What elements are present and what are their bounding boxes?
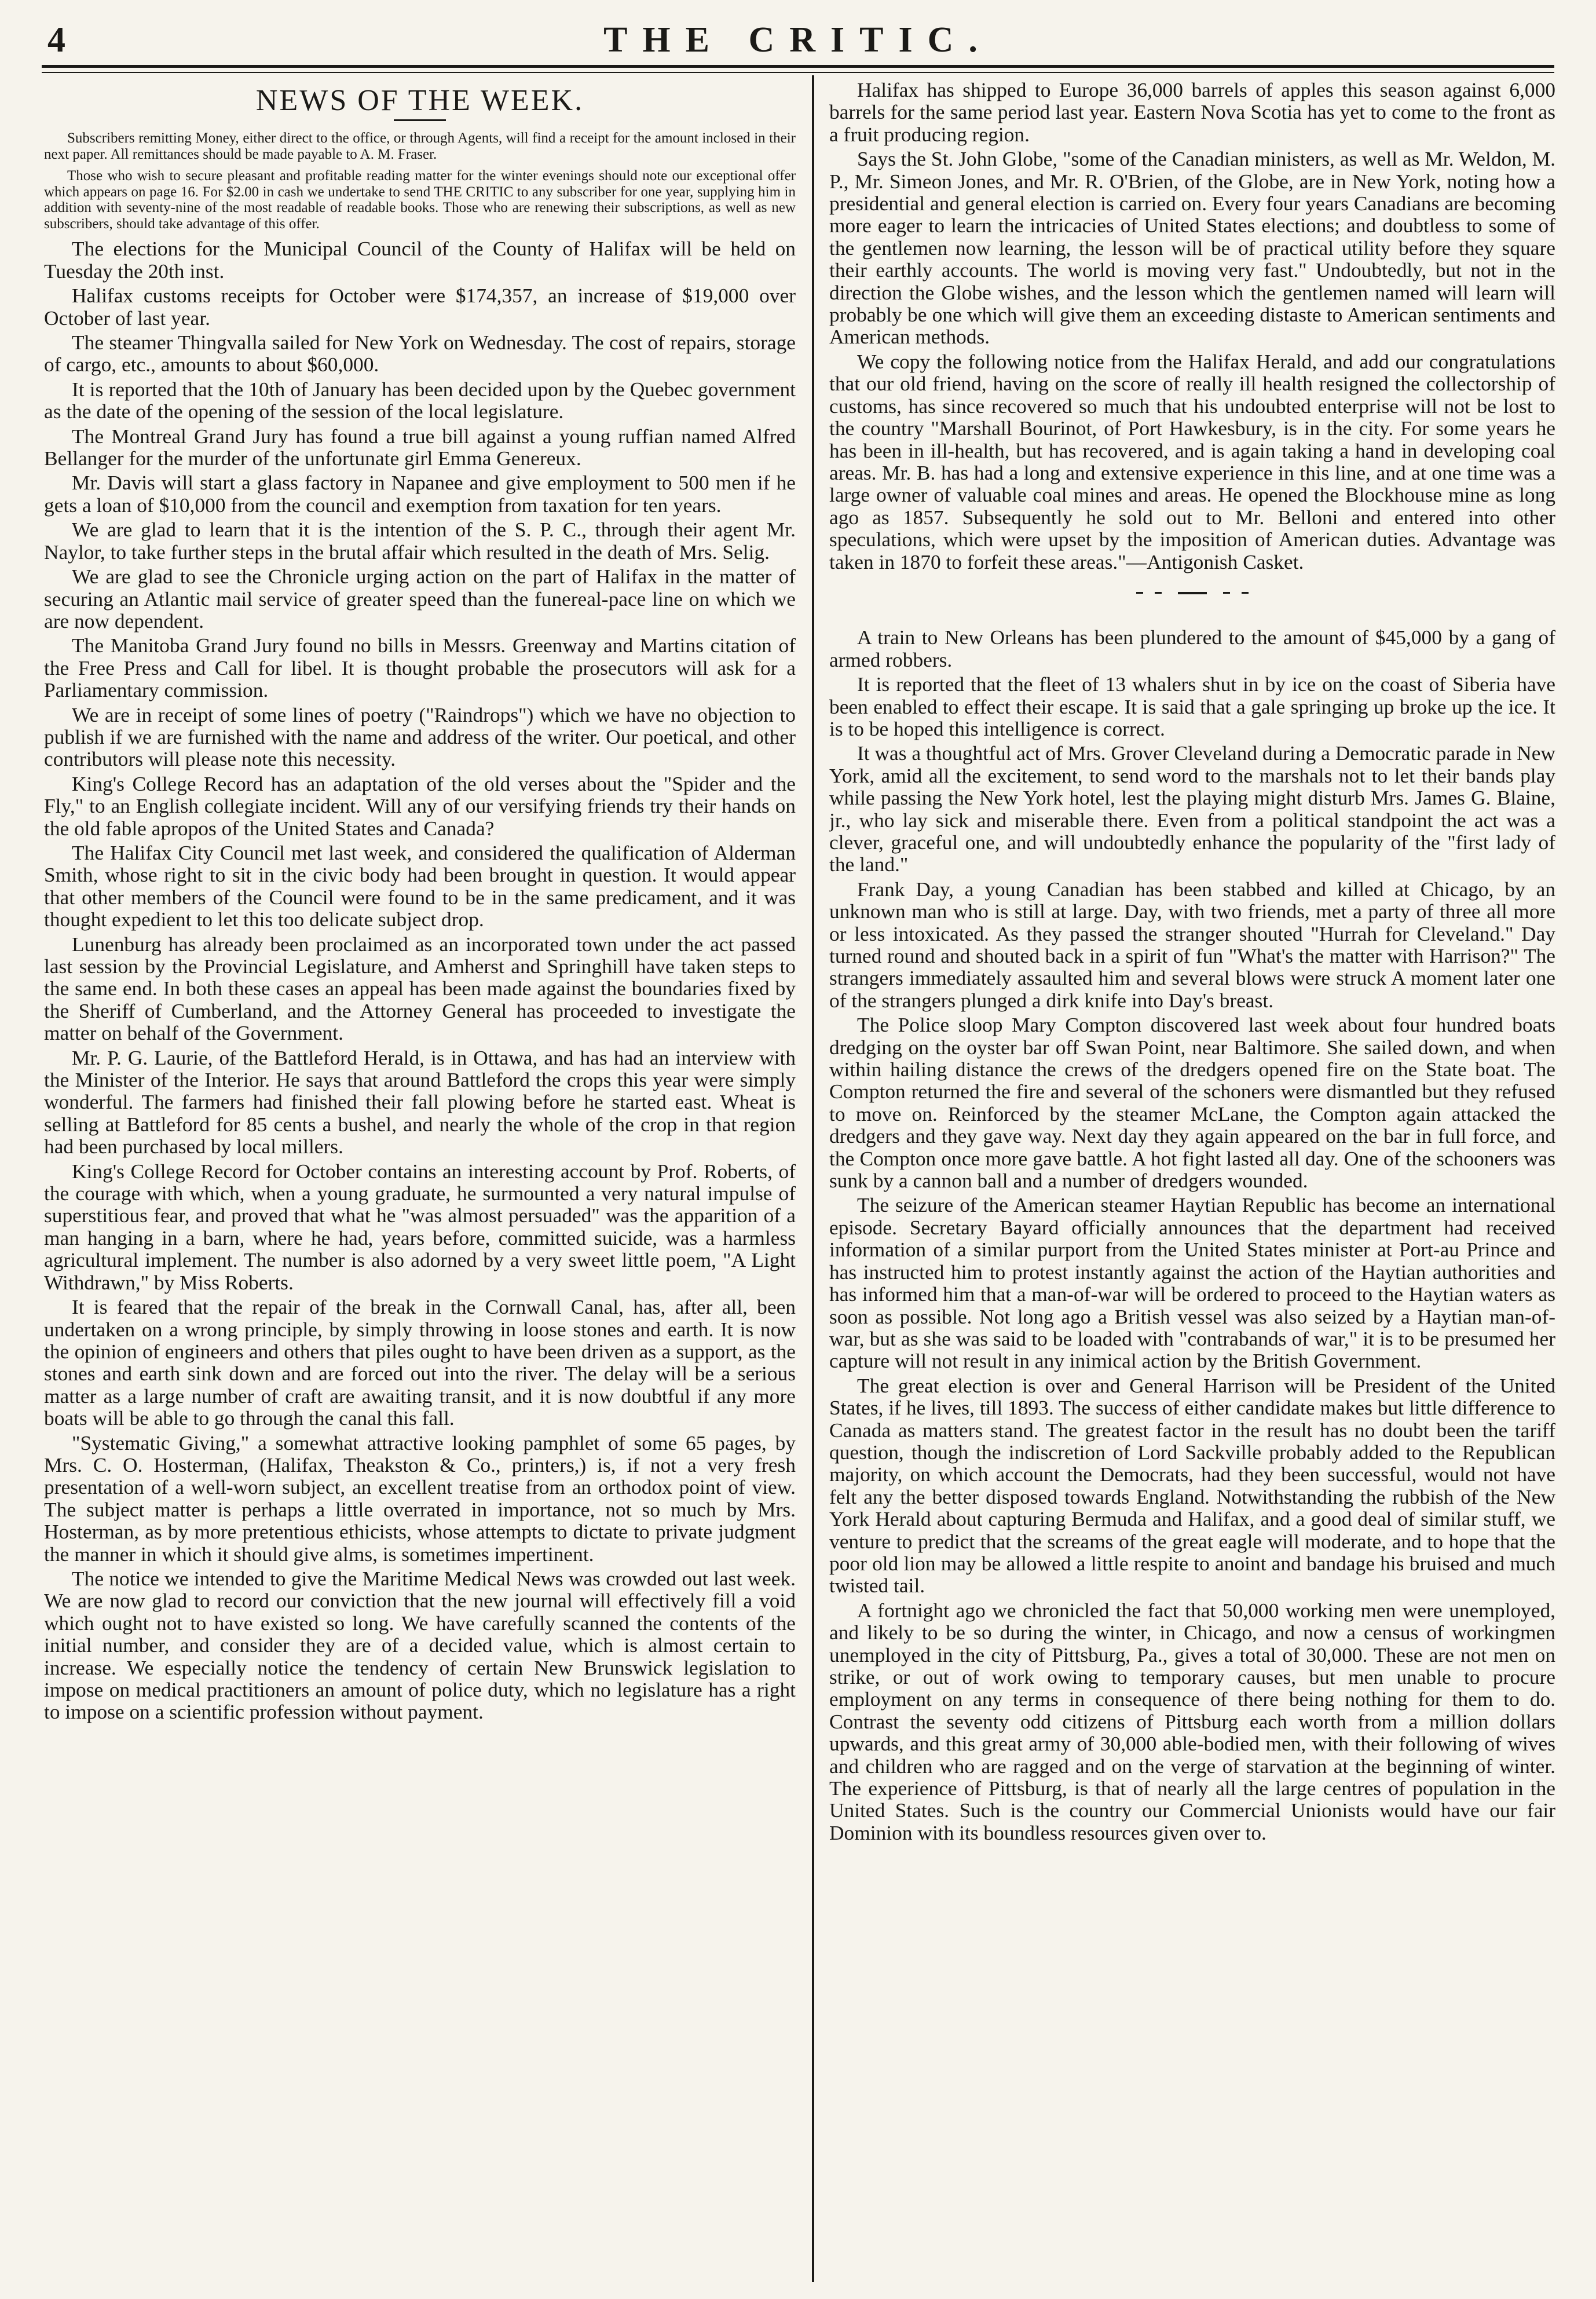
news-item: The notice we intended to give the Maritime Medical News was crowded out last week. We are now glad to record our conviction that the new journal will effectively fill a void which ought not to have existed so long. We have carefully scanned the contents of the initial number, and consider they are of a decided value, which is almost certain to increase. We especially notice the tendency of certain New Brunswick legislation to impose on medical practitioners an amount of police duty, which no legislature has a right to impose on a scientific profession without payment.: [44, 1566, 796, 1724]
subscriber-notice: Subscribers remitting Money, either direct to the office, or through Agents, will find a receipt for the amount inclosed in their next paper. All remittances should be made payable to A. M. Fraser.: [44, 130, 796, 162]
news-item: It is reported that the fleet of 13 whalers shut in by ice on the coast of Siberia have been enabled to effect their escape. It is said that a gale springing up broke up the ice. It is to be hoped this intelligence is correct.: [829, 672, 1555, 740]
left-column: [44, 79, 796, 2286]
news-item: It was a thoughtful act of Mrs. Grover Cleveland during a Democratic parade in New York, amid all the excitement, to send word to the marshals not to let their bands play while passing the New York hotel, lest the playing might disturb Mrs. James G. Blaine, jr., who lay sick and miserable there. Even from a political standpoint the act was a clever, graceful one, and will undoubtedly enhance the popularity of the "first lady of the land.": [829, 741, 1555, 876]
news-item: Says the St. John Globe, "some of the Canadian ministers, as well as Mr. Weldon, M. P., Mr. Simeon Jones, and Mr. R. O'Brien, of the Globe, are in New York, noting how a presidential and general election is carried on. Every four years Canadians are becoming more eager to learn the intricacies of United States elections; and doubtless to some of the gentlemen now learning, the lesson will be of practical utility before they square their earthly accounts. The world is moving very fast." Undoubtedly, but not in the direction the Globe wishes, and the lesson which the gentlemen named will learn will probably be one which will give them an exceeding distaste to American sentiments and American methods.: [829, 147, 1555, 349]
news-item: The seizure of the American steamer Haytian Republic has become an international episode. Secretary Bayard officially announces that the department had received information of a similar purport from the United States minister at Port-au Prince and has instructed him to protest instantly against the action of the Haytian authorities and has informed him that a man-of-war will be ordered to proceed to the Haytian waters as soon as possible. Not long ago a British vessel was also seized by a Haytian man-of-war, but as she was said to be loaded with "contrabands of war," it is to be presumed her capture will not result in any inimical action by the British Government.: [829, 1193, 1555, 1373]
masthead: [42, 17, 1554, 66]
newspaper-title: THE CRITIC.: [603, 20, 993, 60]
news-item: Frank Day, a young Canadian has been stabbed and killed at Chicago, by an unknown man who is still at large. Day, with two friends, met a party of three all more or less intoxicated. As they passed the stranger shouted "Hurrah for Cleveland." Day turned round and shouted back in a spirit of fun "What's the matter with Harrison?" The strangers immediately assaulted him and several blows were struck A moment later one of the strangers plunged a dirk knife into Day's breast.: [829, 877, 1555, 1012]
news-item: The elections for the Municipal Council of the County of Halifax will be held on Tuesday the 20th inst.: [44, 237, 796, 283]
subscriber-notice: Those who wish to secure pleasant and profitable reading matter for the winter evenings should note our exceptional offer which appears on page 16. For $2.00 in cash we undertake to send THE CRITIC to any subscriber for one year, supplying him in addition with seventy-nine of the most readable of readable books. Those who are renewing their subscriptions, as well as new subscribers, should take advantage of this offer.: [44, 168, 796, 232]
news-item: King's College Record for October contains an interesting account by Prof. Roberts, of the courage with which, when a young graduate, he surmounted a very natural impulse of superstitious fear, and proved that what he "was almost persuaded" was the apparition of a man hanging in a barn, where he had, years before, committed suicide, was a harmless agricultural implement. The number is also adorned by a very sweet little poem, "A Light Withdrawn," by Miss Roberts.: [44, 1159, 796, 1294]
right-column: [829, 79, 1555, 2286]
column-divider: [812, 75, 814, 2282]
title-rule: [394, 119, 446, 121]
news-item: A train to New Orleans has been plundered to the amount of $45,000 by a gang of armed robbers.: [829, 626, 1555, 671]
page-number: 4: [47, 20, 65, 60]
news-item: Lunenburg has already been proclaimed as an incorporated town under the act passed last session by the Provincial Legislature, and Amherst and Springhill have taken steps to the same end. In both these cases an appeal has been made against the boundaries fixed by the Sheriff of Cumberland, and the Attorney General has proceeded to investigate the matter on behalf of the Government.: [44, 932, 796, 1045]
news-item: A fortnight ago we chronicled the fact that 50,000 working men were unemployed, and likely to be so during the winter, in Chicago, and now a census of workingmen unemployed in the city of Pittsburg, Pa., gives a total of 30,000. These are not men on strike, or out of work owing to temporary causes, but men unable to procure employment on any terms in consequence of there being nothing for them to do. Contrast the seventy odd citizens of Pittsburg each worth from a million dollars upwards, and this great army of 30,000 able-bodied men, with their following of wives and children who are ragged and on the verge of starvation at the beginning of winter. The experience of Pittsburg, is that of nearly all the large centres of population in the United States. Such is the country our Commercial Unionists would have our fair Dominion with its boundless resources given over to.: [829, 1598, 1555, 1844]
news-item: The Halifax City Council met last week, and considered the qualification of Alderman Smith, whose right to sit in the civic body had been brought in question. It would appear that other members of the Council were found to be in the same predicament, and it was thought expedient to let this too delicate subject drop.: [44, 840, 796, 931]
news-item: Halifax customs receipts for October were $174,357, an increase of $19,000 over October of last year.: [44, 284, 796, 330]
news-item: Mr. Davis will start a glass factory in Napanee and give employment to 500 men if he gets a loan of $10,000 from the council and exemption from taxation for ten years.: [44, 471, 796, 517]
section-title: NEWS OF THE WEEK.: [255, 84, 584, 117]
news-item: Halifax has shipped to Europe 36,000 barrels of apples this season against 6,000 barrels for the same period last year. Eastern Nova Scotia has yet to come to the front as a fruit producing region.: [829, 79, 1555, 146]
masthead-rule-thin: [42, 72, 1554, 73]
news-item: It is reported that the 10th of January has been decided upon by the Quebec government as the date of the opening of the session of the local legislature.: [44, 377, 796, 423]
news-item: The Police sloop Mary Compton discovered last week about four hundred boats dredging on the oyster bar off Swan Point, near Baltimore. She sailed down, and when within hailing distance the crews of the dredgers opened fire on the State boat. The Compton returned the fire and several of the schoners were dismantled but they refused to move on. Reinforced by the steamer McLane, the Compton again attacked the dredgers and they gave way. Next day they again appeared on the bar in full force, and the Compton once more gave battle. A hot fight lasted all day. One of the schooners was sunk by a cannon ball and a number of dredgers wounded.: [829, 1013, 1555, 1193]
section-separator: [829, 583, 1555, 601]
news-item: We copy the following notice from the Halifax Herald, and add our congratulations that our old friend, having on the score of really ill health resigned the collectorship of customs, has since recovered so much that his undoubted enterprise will not be lost to the country "Marshall Bourinot, of Port Hawkesbury, is in the city. For some years he has been in ill-health, but has recovered, and is again taking a hand in developing coal areas. Mr. B. has had a long and extensive experience in this line, and at one time was a large owner of valuable coal mines and areas. He opened the Blockhouse mine as long ago as 1857. Subsequently he sold out to Mr. Belloni and entered into other speculations, which were upset by the imposition of American duties. Advantage was taken in 1870 to forfeit these areas."—Antigonish Casket.: [829, 349, 1555, 573]
news-item: The Manitoba Grand Jury found no bills in Messrs. Greenway and Martins citation of the Free Press and Call for libel. It is thought probable the prosecutors will ask for a Parliamentary commission.: [44, 634, 796, 702]
news-item: "Systematic Giving," a somewhat attractive looking pamphlet of some 65 pages, by Mrs. C. O. Hosterman, (Halifax, Theakston & Co., printers,) is, if not a very fresh presentation of a well-worn subject, an excellent treatise from an orthodox point of view. The subject matter is perhaps a little overrated in importance, not so much by Mrs. Hosterman, as by more pretentious ethicists, whose attempts to dictate to private judgment the manner in which it should give alms, is sometimes impertinent.: [44, 1431, 796, 1566]
news-item: King's College Record has an adaptation of the old verses about the "Spider and the Fly," to an English collegiate incident. Will any of our versifying friends try their hands on the old fable apropos of the United States and Canada?: [44, 772, 796, 840]
news-item: We are glad to see the Chronicle urging action on the part of Halifax in the matter of securing an Atlantic mail service of greater speed than the funereal-pace line on which we are now dependent.: [44, 565, 796, 633]
news-item: The steamer Thingvalla sailed for New York on Wednesday. The cost of repairs, storage of cargo, etc., amounts to about $60,000.: [44, 331, 796, 377]
news-item: The Montreal Grand Jury has found a true bill against a young ruffian named Alfred Bellanger for the murder of the unfortunate girl Emma Genereux.: [44, 424, 796, 470]
news-item: Mr. P. G. Laurie, of the Battleford Herald, is in Ottawa, and has had an interview with the Minister of the Interior. He says that around Battleford the crops this year were simply wonderful. The farmers had finished their fall plowing before he started east. Wheat is selling at Battleford for 85 cents a bushel, and nearly the whole of the crop in that region had been purchased by local millers.: [44, 1046, 796, 1158]
news-item: We are glad to learn that it is the intention of the S. P. C., through their agent Mr. Naylor, to take further steps in the brutal affair which resulted in the death of Mrs. Selig.: [44, 518, 796, 564]
news-item: We are in receipt of some lines of poetry ("Raindrops") which we have no objection to publish if we are furnished with the name and address of the writer. Our poetical, and other contributors will please note this necessity.: [44, 703, 796, 771]
news-item: The great election is over and General Harrison will be President of the United States, if he lives, till 1893. The success of either candidate makes but little difference to Canada as matters stand. The greatest factor in the result has no doubt been the tariff question, though the indiscretion of Lord Sackville probably added to the Republican majority, on which account the Democrats, had they been successful, would not have felt any the better disposed towards England. Notwithstanding the rubbish of the New York Herald about capturing Bermuda and Halifax, and a good deal of similar stuff, we venture to predict that the screams of the great eagle will moderate, and to hope that the poor old lion may be allowed a little respite to anoint and bandage his bruised and much twisted tail.: [829, 1373, 1555, 1598]
news-item: It is feared that the repair of the break in the Cornwall Canal, has, after all, been undertaken on a wrong principle, by simply throwing in loose stones and earth. It is now the opinion of engineers and others that piles ought to have been driven as a support, as the stones and earth sink down and are forced out into the river. The delay will be a serious matter as a large number of craft are awaiting transit, and it is now doubtful if any more boats will be able to go through the canal this fall.: [44, 1295, 796, 1430]
masthead-rule: [42, 65, 1554, 68]
